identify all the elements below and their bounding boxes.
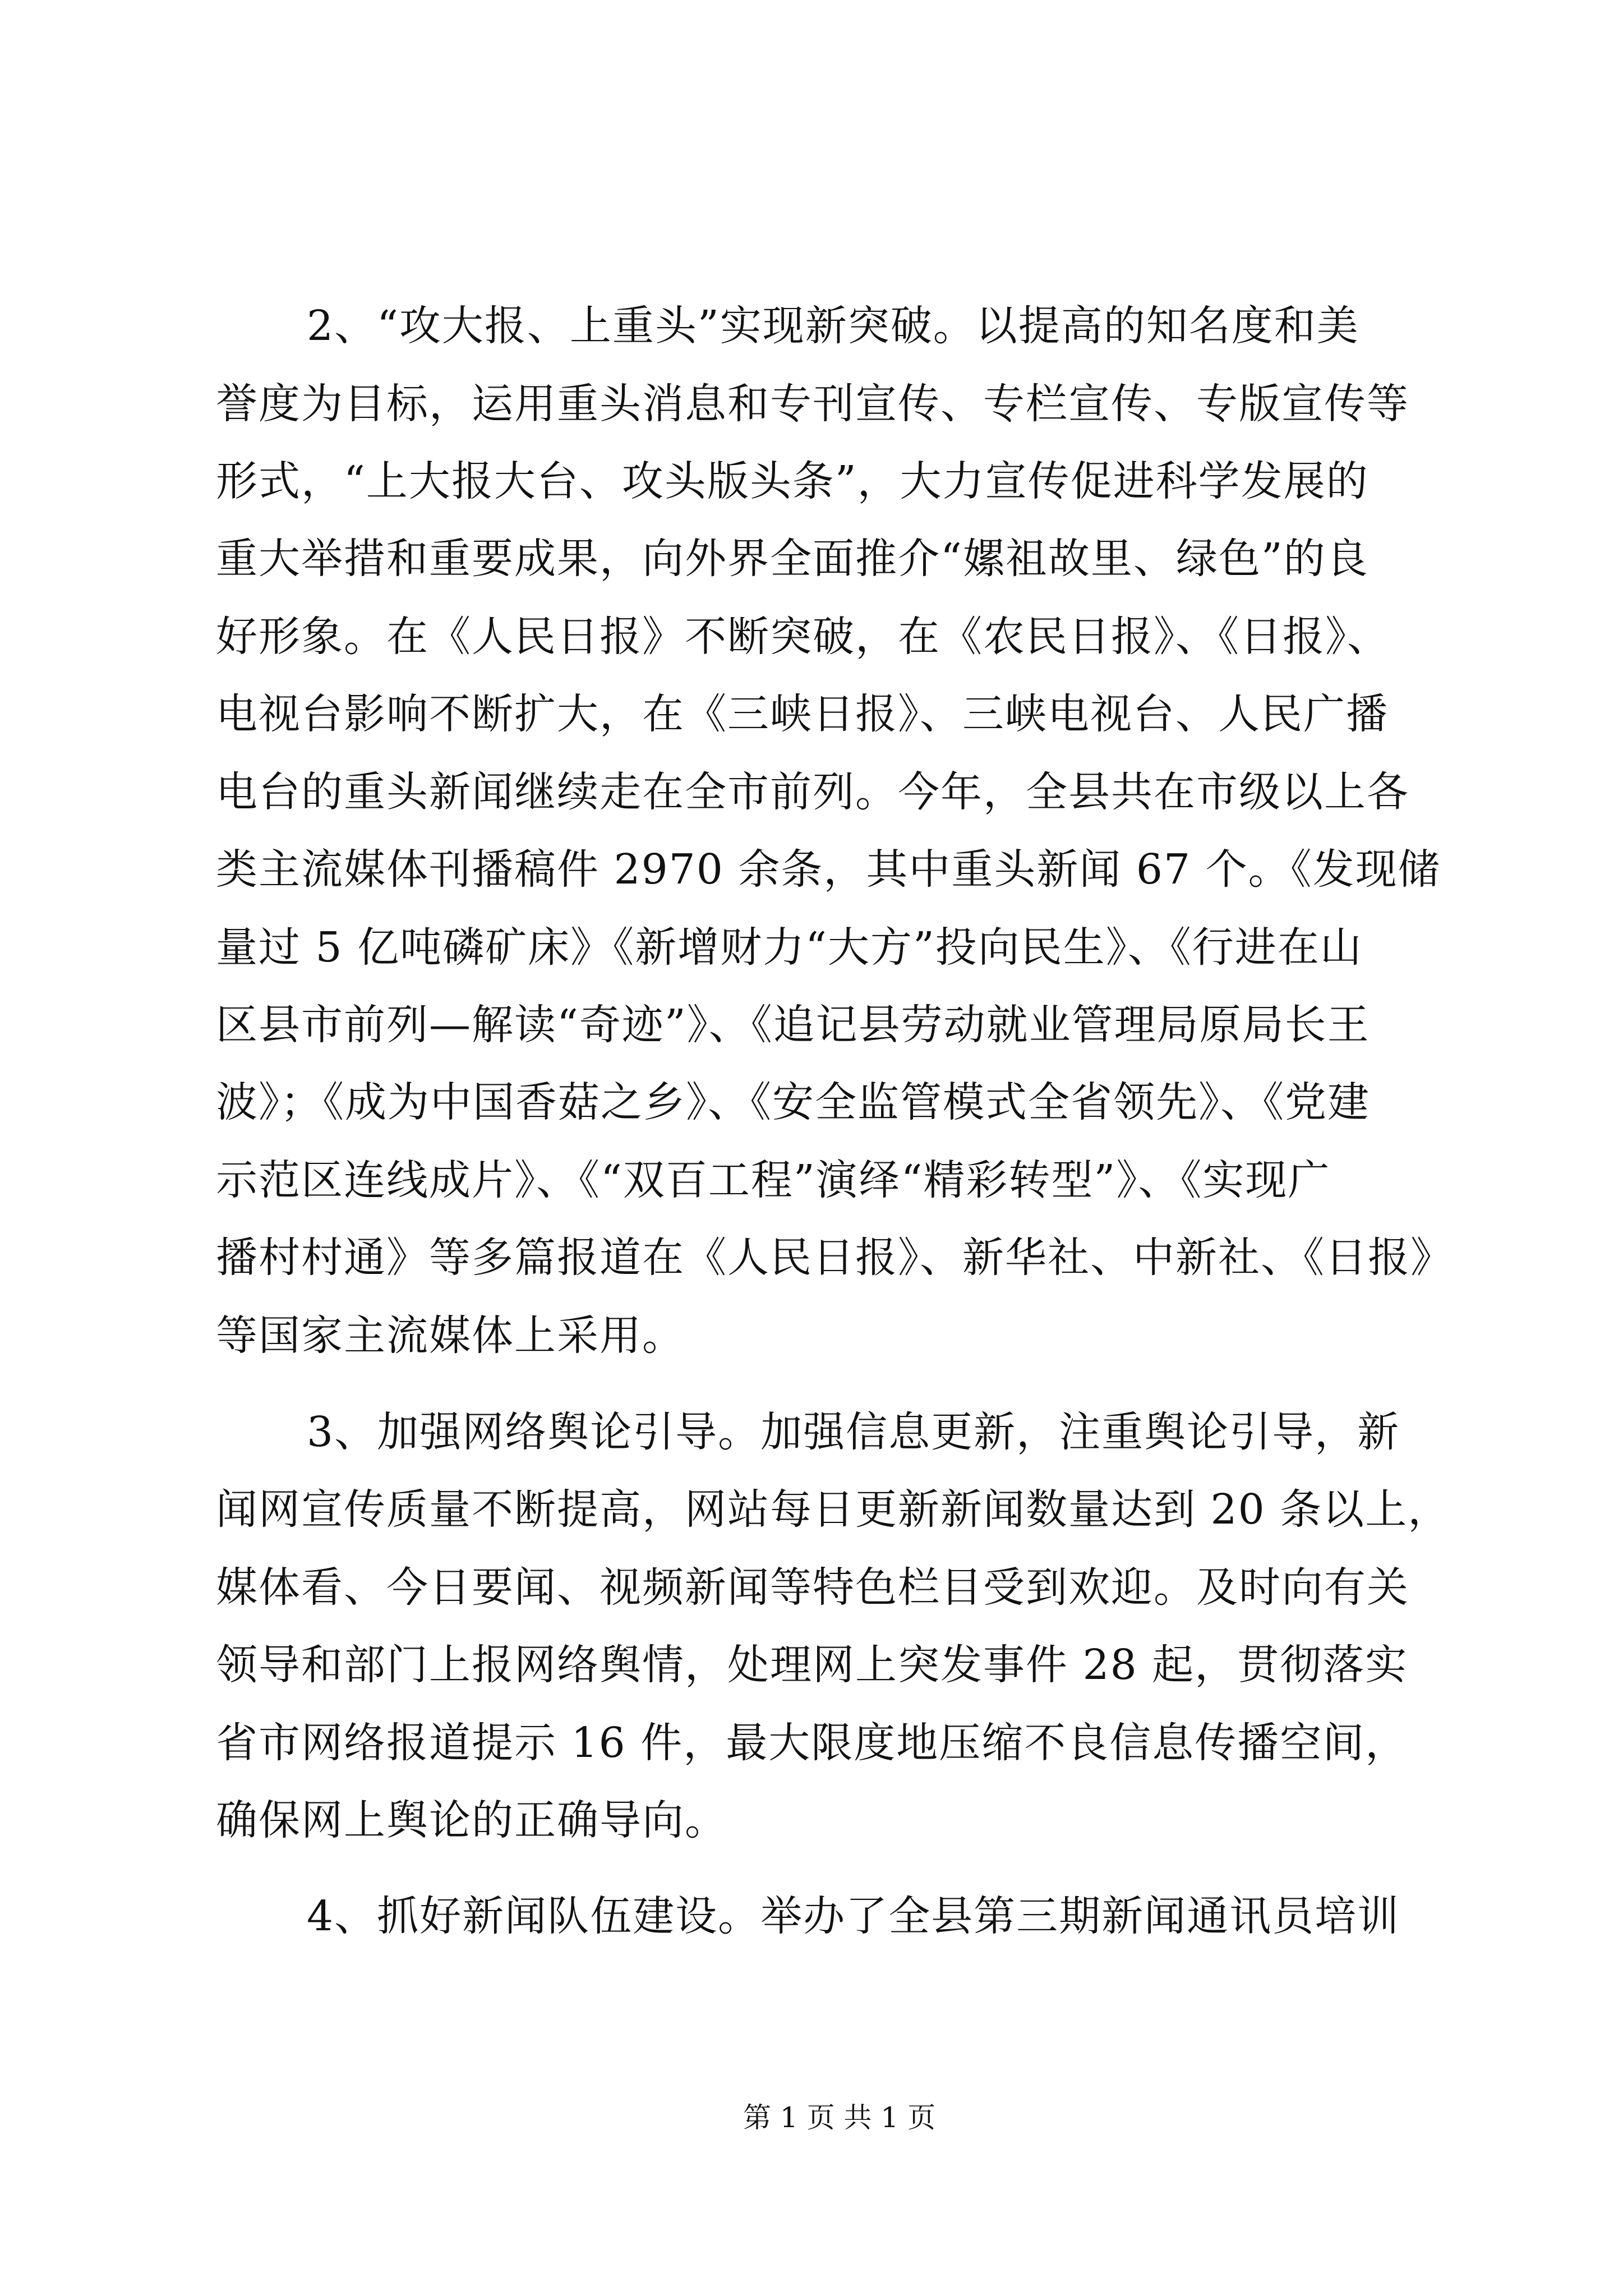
- paragraph-line: 媒体看、今日要闻、视频新闻等特色栏目受到欢迎。及时向有关: [216, 1563, 1409, 1612]
- paragraph-line: 等国家主流媒体上采用。: [216, 1312, 685, 1360]
- paragraph-line: 量过 5 亿吨磷矿床》《新增财力“大方”投向民生》、《行进在山: [216, 923, 1363, 972]
- paragraph-line: 誉度为目标，运用重头消息和专刊宣传、专栏宣传、专版宣传等: [216, 380, 1409, 428]
- paragraph-line: 好形象。在《人民日报》不断突破，在《农民日报》、《日报》、: [216, 613, 1390, 661]
- paragraph-line: 区县市前列—解读“奇迹”》、《追记县劳动就业管理局原局长王: [216, 1001, 1370, 1049]
- paragraph-line: 示范区连线成片》、《“双百工程”演绎“精彩转型”》、《实现广: [216, 1156, 1331, 1204]
- paragraph-line: 闻网宣传质量不断提高，网站每日更新新闻数量达到 20 条以上，: [216, 1485, 1451, 1534]
- paragraph-line: 形式，“上大报大台、攻头版头条”，大力宣传促进科学发展的: [216, 457, 1369, 505]
- paragraph-line: 4、抓好新闻队伍建设。举办了全县第三期新闻通讯员培训: [307, 1892, 1400, 1940]
- paragraph-line: 省市网络报道提示 16 件，最大限度地压缩不良信息传播空间，: [216, 1719, 1408, 1767]
- paragraph-line: 确保网上舆论的正确导向。: [216, 1796, 727, 1844]
- paragraph-line: 领导和部门上报网络舆情，处理网上突发事件 28 起，贯彻落实: [216, 1641, 1408, 1689]
- page-number: 第 1 页 共 1 页: [743, 2101, 936, 2134]
- paragraph-line: 波》；《成为中国香菇之乡》、《安全监管模式全省领先》、《党建: [216, 1078, 1370, 1126]
- paragraph-line: 电视台影响不断扩大，在《三峡日报》、三峡电视台、人民广播: [216, 690, 1389, 738]
- paragraph-line: 2、“攻大报、上重头”实现新突破。以提高的知名度和美: [307, 302, 1359, 350]
- paragraph-line: 类主流媒体刊播稿件 2970 余条，其中重头新闻 67 个。《发现储: [216, 845, 1441, 894]
- paragraph-line: 3、加强网络舆论引导。加强信息更新，注重舆论引导，新: [307, 1408, 1400, 1456]
- paragraph-line: 重大举措和重要成果，向外界全面推介“嫘祖故里、绿色”的良: [216, 535, 1369, 583]
- paragraph-line: 电台的重头新闻继续走在全市前列。今年，全县共在市级以上各: [216, 768, 1409, 816]
- paragraph-line: 播村村通》等多篇报道在《人民日报》、新华社、中新社、《日报》: [216, 1234, 1453, 1282]
